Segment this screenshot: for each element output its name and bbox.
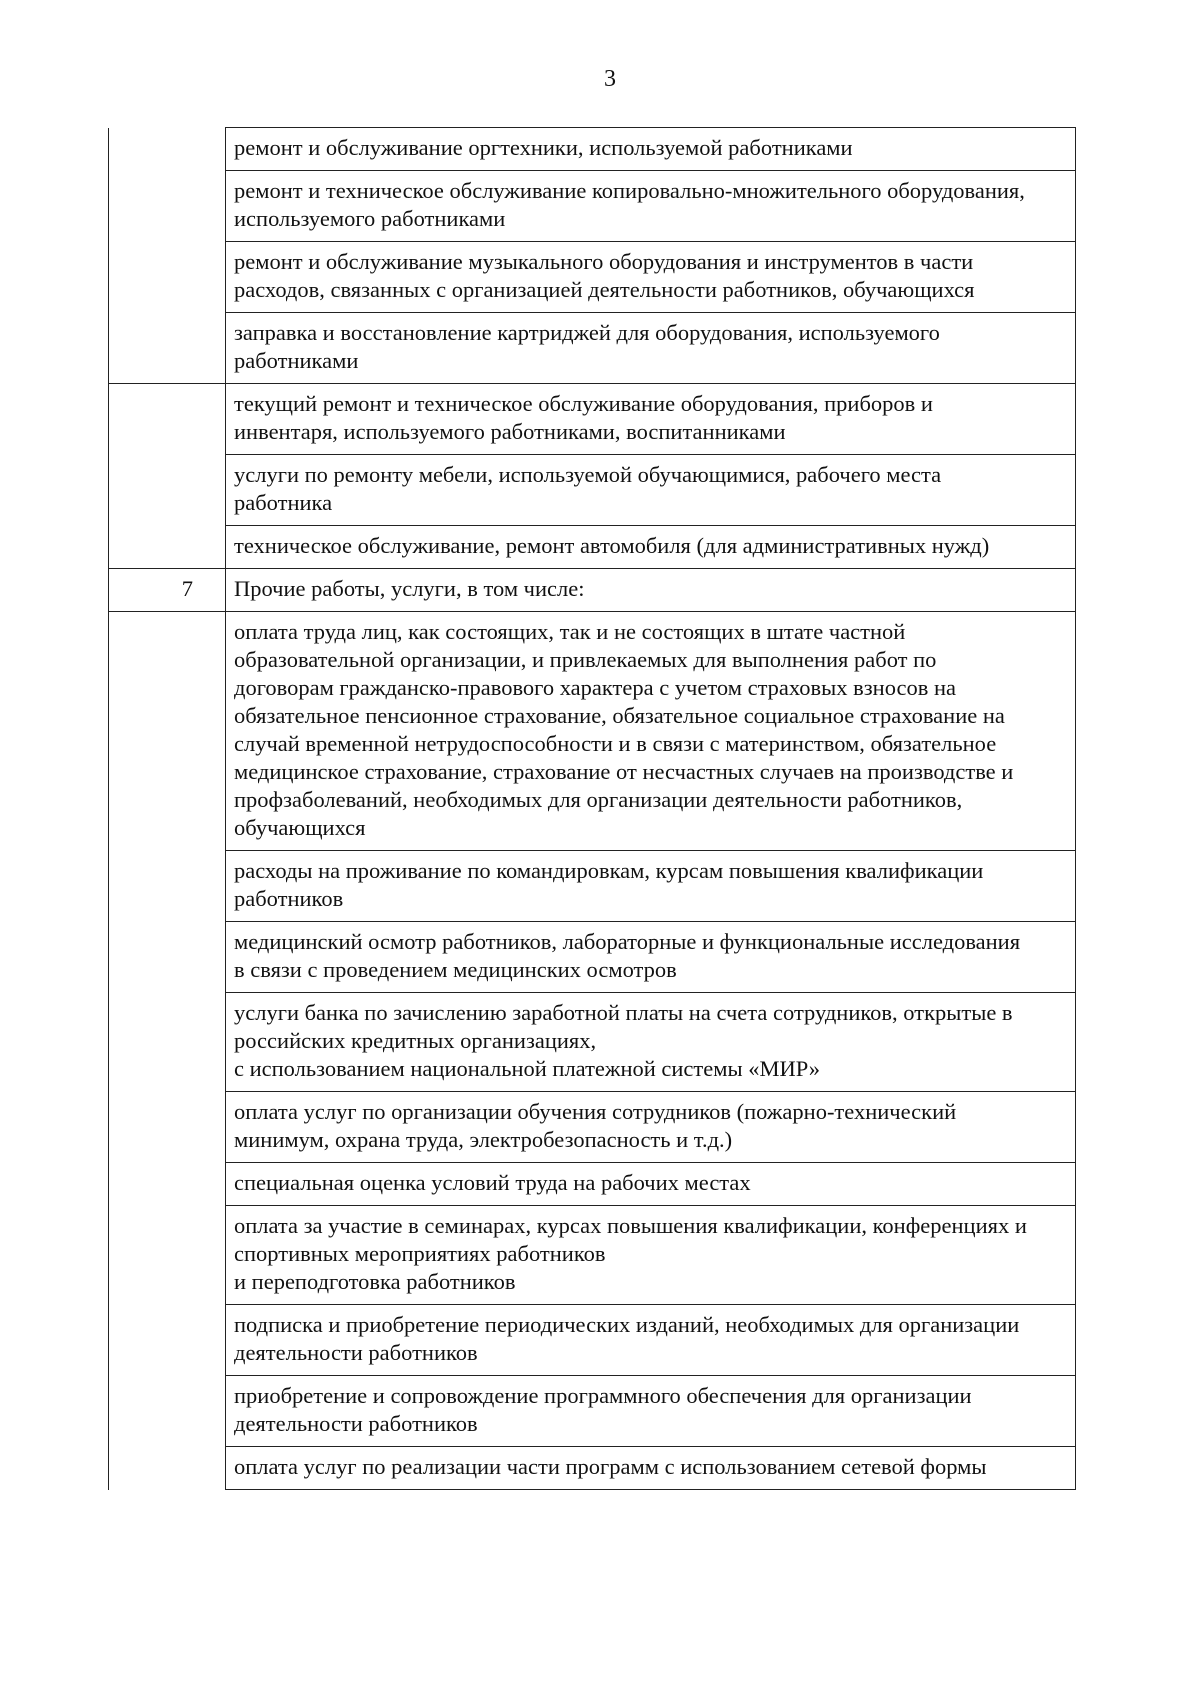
expense-table-wrapper <box>108 127 1076 1490</box>
row-number-cell <box>109 993 226 1092</box>
row-text-cell: оплата за участие в семинарах, курсах повышения квалификации, конференциях и спортивных мероприятиях работников и переподготовка работников <box>226 1206 1076 1305</box>
table-row <box>109 1092 1076 1163</box>
table-row <box>109 455 1076 526</box>
row-text-cell: текущий ремонт и техническое обслуживание оборудования, приборов и инвентаря, используемого работниками, воспитанниками <box>226 384 1076 455</box>
row-text-cell: расходы на проживание по командировкам, курсам повышения квалификации работников <box>226 851 1076 922</box>
row-number-cell <box>109 526 226 569</box>
row-number-cell <box>109 128 226 171</box>
row-number-cell <box>109 1092 226 1163</box>
row-text-cell: техническое обслуживание, ремонт автомобиля (для административных нужд) <box>226 526 1076 569</box>
table-row <box>109 1376 1076 1447</box>
table-row <box>109 384 1076 455</box>
table-row <box>109 526 1076 569</box>
expense-table <box>108 127 1076 1490</box>
row-number-cell <box>109 313 226 384</box>
row-number-cell <box>109 242 226 313</box>
table-row <box>109 851 1076 922</box>
table-row <box>109 171 1076 242</box>
table-row <box>109 922 1076 993</box>
table-row <box>109 313 1076 384</box>
row-number-cell <box>109 1305 226 1376</box>
row-text-cell: специальная оценка условий труда на рабочих местах <box>226 1163 1076 1206</box>
row-number-cell: 7 <box>109 569 226 612</box>
row-text-cell: ремонт и обслуживание музыкального оборудования и инструментов в части расходов, связанных с организацией деятельности работников, обучающихся <box>226 242 1076 313</box>
row-number-cell <box>109 455 226 526</box>
row-number-cell <box>109 851 226 922</box>
table-row <box>109 1305 1076 1376</box>
row-number-cell <box>109 1447 226 1490</box>
table-row <box>109 242 1076 313</box>
row-text-cell: услуги банка по зачислению заработной платы на счета сотрудников, открытые в российских кредитных организациях, с использованием национальной платежной системы «МИР» <box>226 993 1076 1092</box>
row-text-cell: оплата труда лиц, как состоящих, так и не состоящих в штате частной образовательной организации, и привлекаемых для выполнения работ по договорам гражданско-правового характера с учетом страховых взносов на обязательное пенсионное страхование, обязательное социальное страхование на случай временной нетрудоспособности и в связи с материнством, обязательное медицинское страхование, страхование от несчастных случаев на производстве и профзаболеваний, необходимых для организации деятельности работников, обучающихся <box>226 612 1076 851</box>
table-row <box>109 1447 1076 1490</box>
page-number: 3 <box>604 66 616 92</box>
row-text-cell: медицинский осмотр работников, лабораторные и функциональные исследования в связи с проведением медицинских осмотров <box>226 922 1076 993</box>
row-number-cell <box>109 384 226 455</box>
row-text-cell: ремонт и техническое обслуживание копировально-множительного оборудования, используемого работниками <box>226 171 1076 242</box>
row-text-cell: заправка и восстановление картриджей для оборудования, используемого работниками <box>226 313 1076 384</box>
row-text-cell: подписка и приобретение периодических изданий, необходимых для организации деятельности работников <box>226 1305 1076 1376</box>
table-row <box>109 569 1076 612</box>
table-row <box>109 612 1076 851</box>
table-row <box>109 128 1076 171</box>
row-number-cell <box>109 1376 226 1447</box>
expense-table-body <box>109 128 1076 1490</box>
row-text-cell: услуги по ремонту мебели, используемой обучающимися, рабочего места работника <box>226 455 1076 526</box>
row-number-cell <box>109 612 226 851</box>
row-text-cell: Прочие работы, услуги, в том числе: <box>226 569 1076 612</box>
table-row <box>109 1163 1076 1206</box>
row-number-cell <box>109 1206 226 1305</box>
table-row <box>109 993 1076 1092</box>
row-number-cell <box>109 171 226 242</box>
row-text-cell: оплата услуг по реализации части программ с использованием сетевой формы <box>226 1447 1076 1490</box>
row-number-cell <box>109 1163 226 1206</box>
row-number-cell <box>109 922 226 993</box>
row-text-cell: оплата услуг по организации обучения сотрудников (пожарно-технический минимум, охрана труда, электробезопасность и т.д.) <box>226 1092 1076 1163</box>
row-text-cell: ремонт и обслуживание оргтехники, используемой работниками <box>226 128 1076 171</box>
row-text-cell: приобретение и сопровождение программного обеспечения для организации деятельности работников <box>226 1376 1076 1447</box>
table-row <box>109 1206 1076 1305</box>
